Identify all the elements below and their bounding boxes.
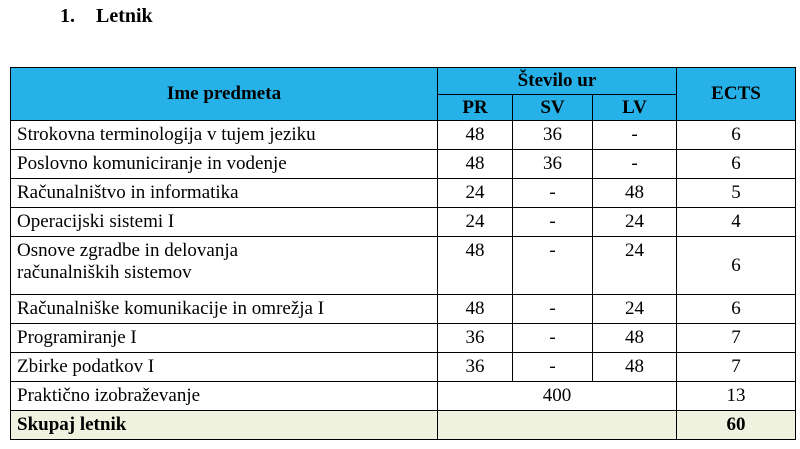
subject-name: Zbirke podatkov I (11, 353, 438, 382)
subject-name: Programiranje I (11, 324, 438, 353)
table-row (11, 179, 796, 208)
subject-name: Poslovno komuniciranje in vodenje (11, 150, 438, 179)
subject-name: Strokovna terminologija v tujem jeziku (11, 121, 438, 150)
lv-hours: - (593, 150, 677, 179)
pr-hours: 48 (438, 150, 513, 179)
total-label: Skupaj letnik (11, 411, 438, 440)
header-sv: SV (513, 95, 593, 121)
lv-hours: 24 (593, 237, 677, 295)
header-pr: PR (438, 95, 513, 121)
subject-name (11, 237, 438, 295)
section-title: Letnik (96, 5, 153, 27)
lv-hours: 24 (593, 295, 677, 324)
sv-hours: - (513, 353, 593, 382)
practical-hours: 400 (438, 382, 677, 411)
subject-name: Računalniške komunikacije in omrežja I (11, 295, 438, 324)
table-row (11, 324, 796, 353)
ects-value: 7 (677, 324, 796, 353)
pr-hours: 36 (438, 353, 513, 382)
section-number: 1. (60, 5, 75, 27)
ects-value: 6 (677, 150, 796, 179)
lv-hours: 24 (593, 208, 677, 237)
pr-hours: 36 (438, 324, 513, 353)
ects-value: 7 (677, 353, 796, 382)
pr-hours: 48 (438, 237, 513, 295)
header-subject: Ime predmeta (11, 68, 438, 121)
total-hours-empty (438, 411, 677, 440)
pr-hours: 48 (438, 121, 513, 150)
ects-value: 4 (677, 208, 796, 237)
curriculum-table (10, 67, 796, 440)
table-row (11, 353, 796, 382)
sv-hours: 36 (513, 150, 593, 179)
subject-name: Računalništvo in informatika (11, 179, 438, 208)
practical-training-row (11, 382, 796, 411)
total-row (11, 411, 796, 440)
pr-hours: 24 (438, 179, 513, 208)
pr-hours: 24 (438, 208, 513, 237)
total-ects: 60 (677, 411, 796, 440)
lv-hours: 48 (593, 179, 677, 208)
ects-value: 5 (677, 179, 796, 208)
subject-name: Praktično izobraževanje (11, 382, 438, 411)
lv-hours: 48 (593, 353, 677, 382)
table-row (11, 237, 796, 295)
subject-name-line1: Osnove zgradbe in delovanja (17, 240, 239, 261)
ects-value: 6 (677, 295, 796, 324)
table-row (11, 295, 796, 324)
sv-hours: - (513, 324, 593, 353)
header-hours: Število ur (438, 68, 677, 95)
subject-name-line2: računalniških sistemov (17, 262, 192, 283)
lv-hours: - (593, 121, 677, 150)
section-heading (60, 3, 153, 29)
sv-hours: - (513, 237, 593, 295)
table-row (11, 208, 796, 237)
header-lv: LV (593, 95, 677, 121)
header-ects: ECTS (677, 68, 796, 121)
ects-value: 6 (677, 237, 796, 295)
ects-value: 13 (677, 382, 796, 411)
lv-hours: 48 (593, 324, 677, 353)
sv-hours: - (513, 208, 593, 237)
subject-name: Operacijski sistemi I (11, 208, 438, 237)
sv-hours: - (513, 179, 593, 208)
table-row (11, 150, 796, 179)
pr-hours: 48 (438, 295, 513, 324)
table-row (11, 121, 796, 150)
ects-value: 6 (677, 121, 796, 150)
sv-hours: - (513, 295, 593, 324)
sv-hours: 36 (513, 121, 593, 150)
